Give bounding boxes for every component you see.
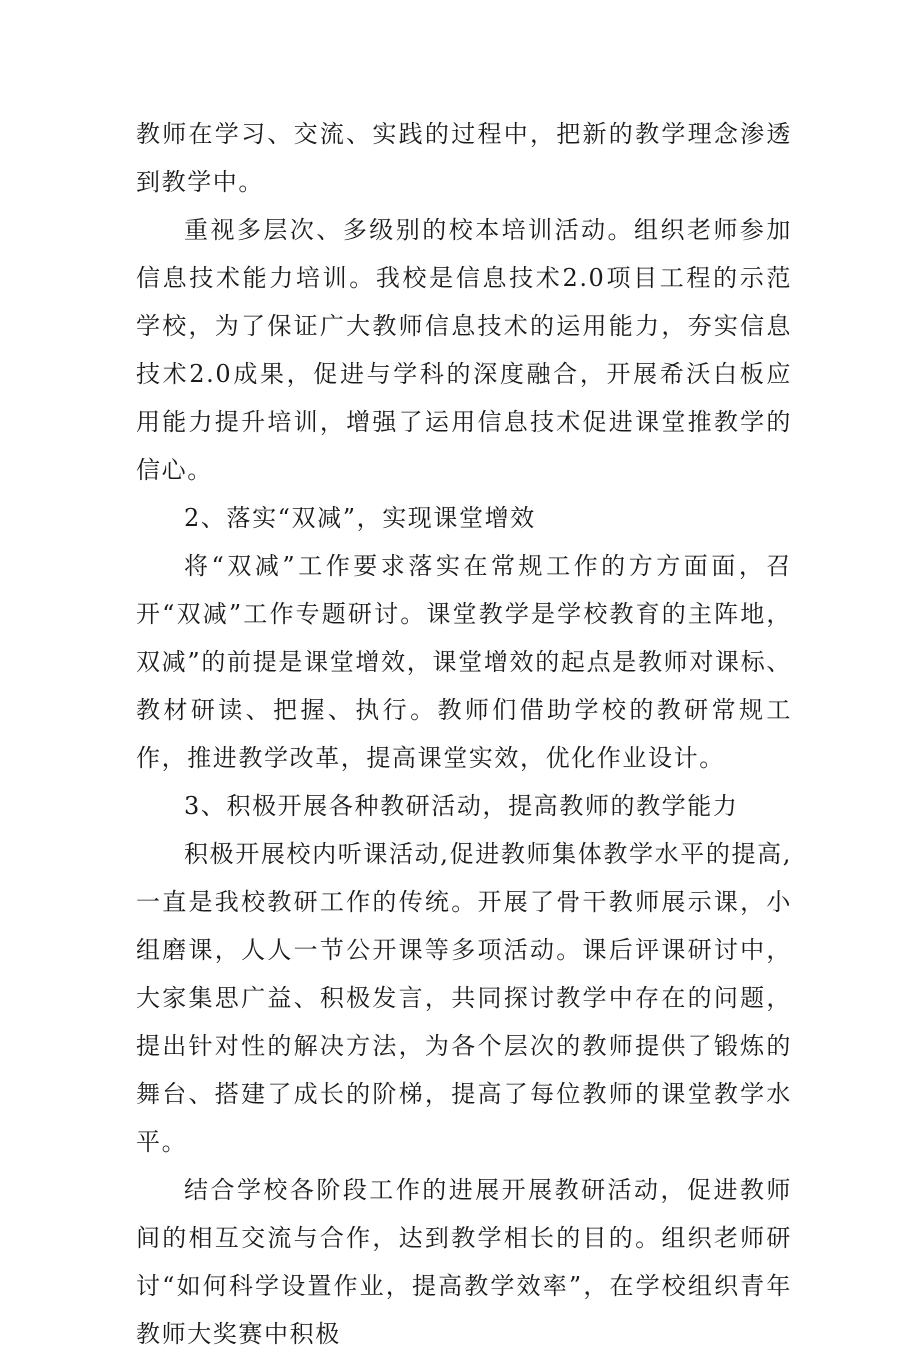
- paragraph-research-activities: 结合学校各阶段工作的进展开展教研活动，促进教师间的相互交流与合作，达到教学相长的目的。组织老师研讨“如何科学设置作业，提高教学效率”，在学校组织青年教师大奖赛中积极: [136, 1176, 792, 1348]
- paragraph-school-training: 重视多层次、多级别的校本培训活动。组织老师参加信息技术能力培训。我校是信息技术2.0项目工程的示范学校，为了保证广大教师信息技术的运用能力，夯实信息技术2.0成果，促进与学科的深度融合，开展希沃白板应用能力提升培训，增强了运用信息技术促进课堂推教学的信心。: [136, 216, 792, 484]
- paragraph-double-reduction: 将“双减”工作要求落实在常规工作的方方面面，召开“双减”工作专题研讨。课堂教学是学校教育的主阵地，双减”的前提是课堂增效，课堂增效的起点是教师对课标、教材研读、把握、执行。教师们借助学校的教研常规工作，推进教学改革，提高课堂实效，优化作业设计。: [136, 552, 792, 772]
- section-heading-teaching-research: 3、积极开展各种教研活动，提高教师的教学能力: [184, 792, 739, 820]
- section-heading-double-reduction: 2、落实“双减”，实现课堂增效: [184, 504, 536, 532]
- paragraph-lesson-observation: 积极开展校内听课活动,促进教师集体教学水平的提高,一直是我校教研工作的传统。开展了骨干教师展示课，小组磨课，人人一节公开课等多项活动。课后评课研讨中，大家集思广益、积极发言，共同探讨教学中存在的问题，提出针对性的解决方法，为各个层次的教师提供了锻炼的舞台、搭建了成长的阶梯，提高了每位教师的课堂教学水平。: [136, 840, 792, 1156]
- paragraph-continuation: 教师在学习、交流、实践的过程中，把新的教学理念渗透到教学中。: [136, 120, 792, 196]
- document-body: [136, 110, 792, 1358]
